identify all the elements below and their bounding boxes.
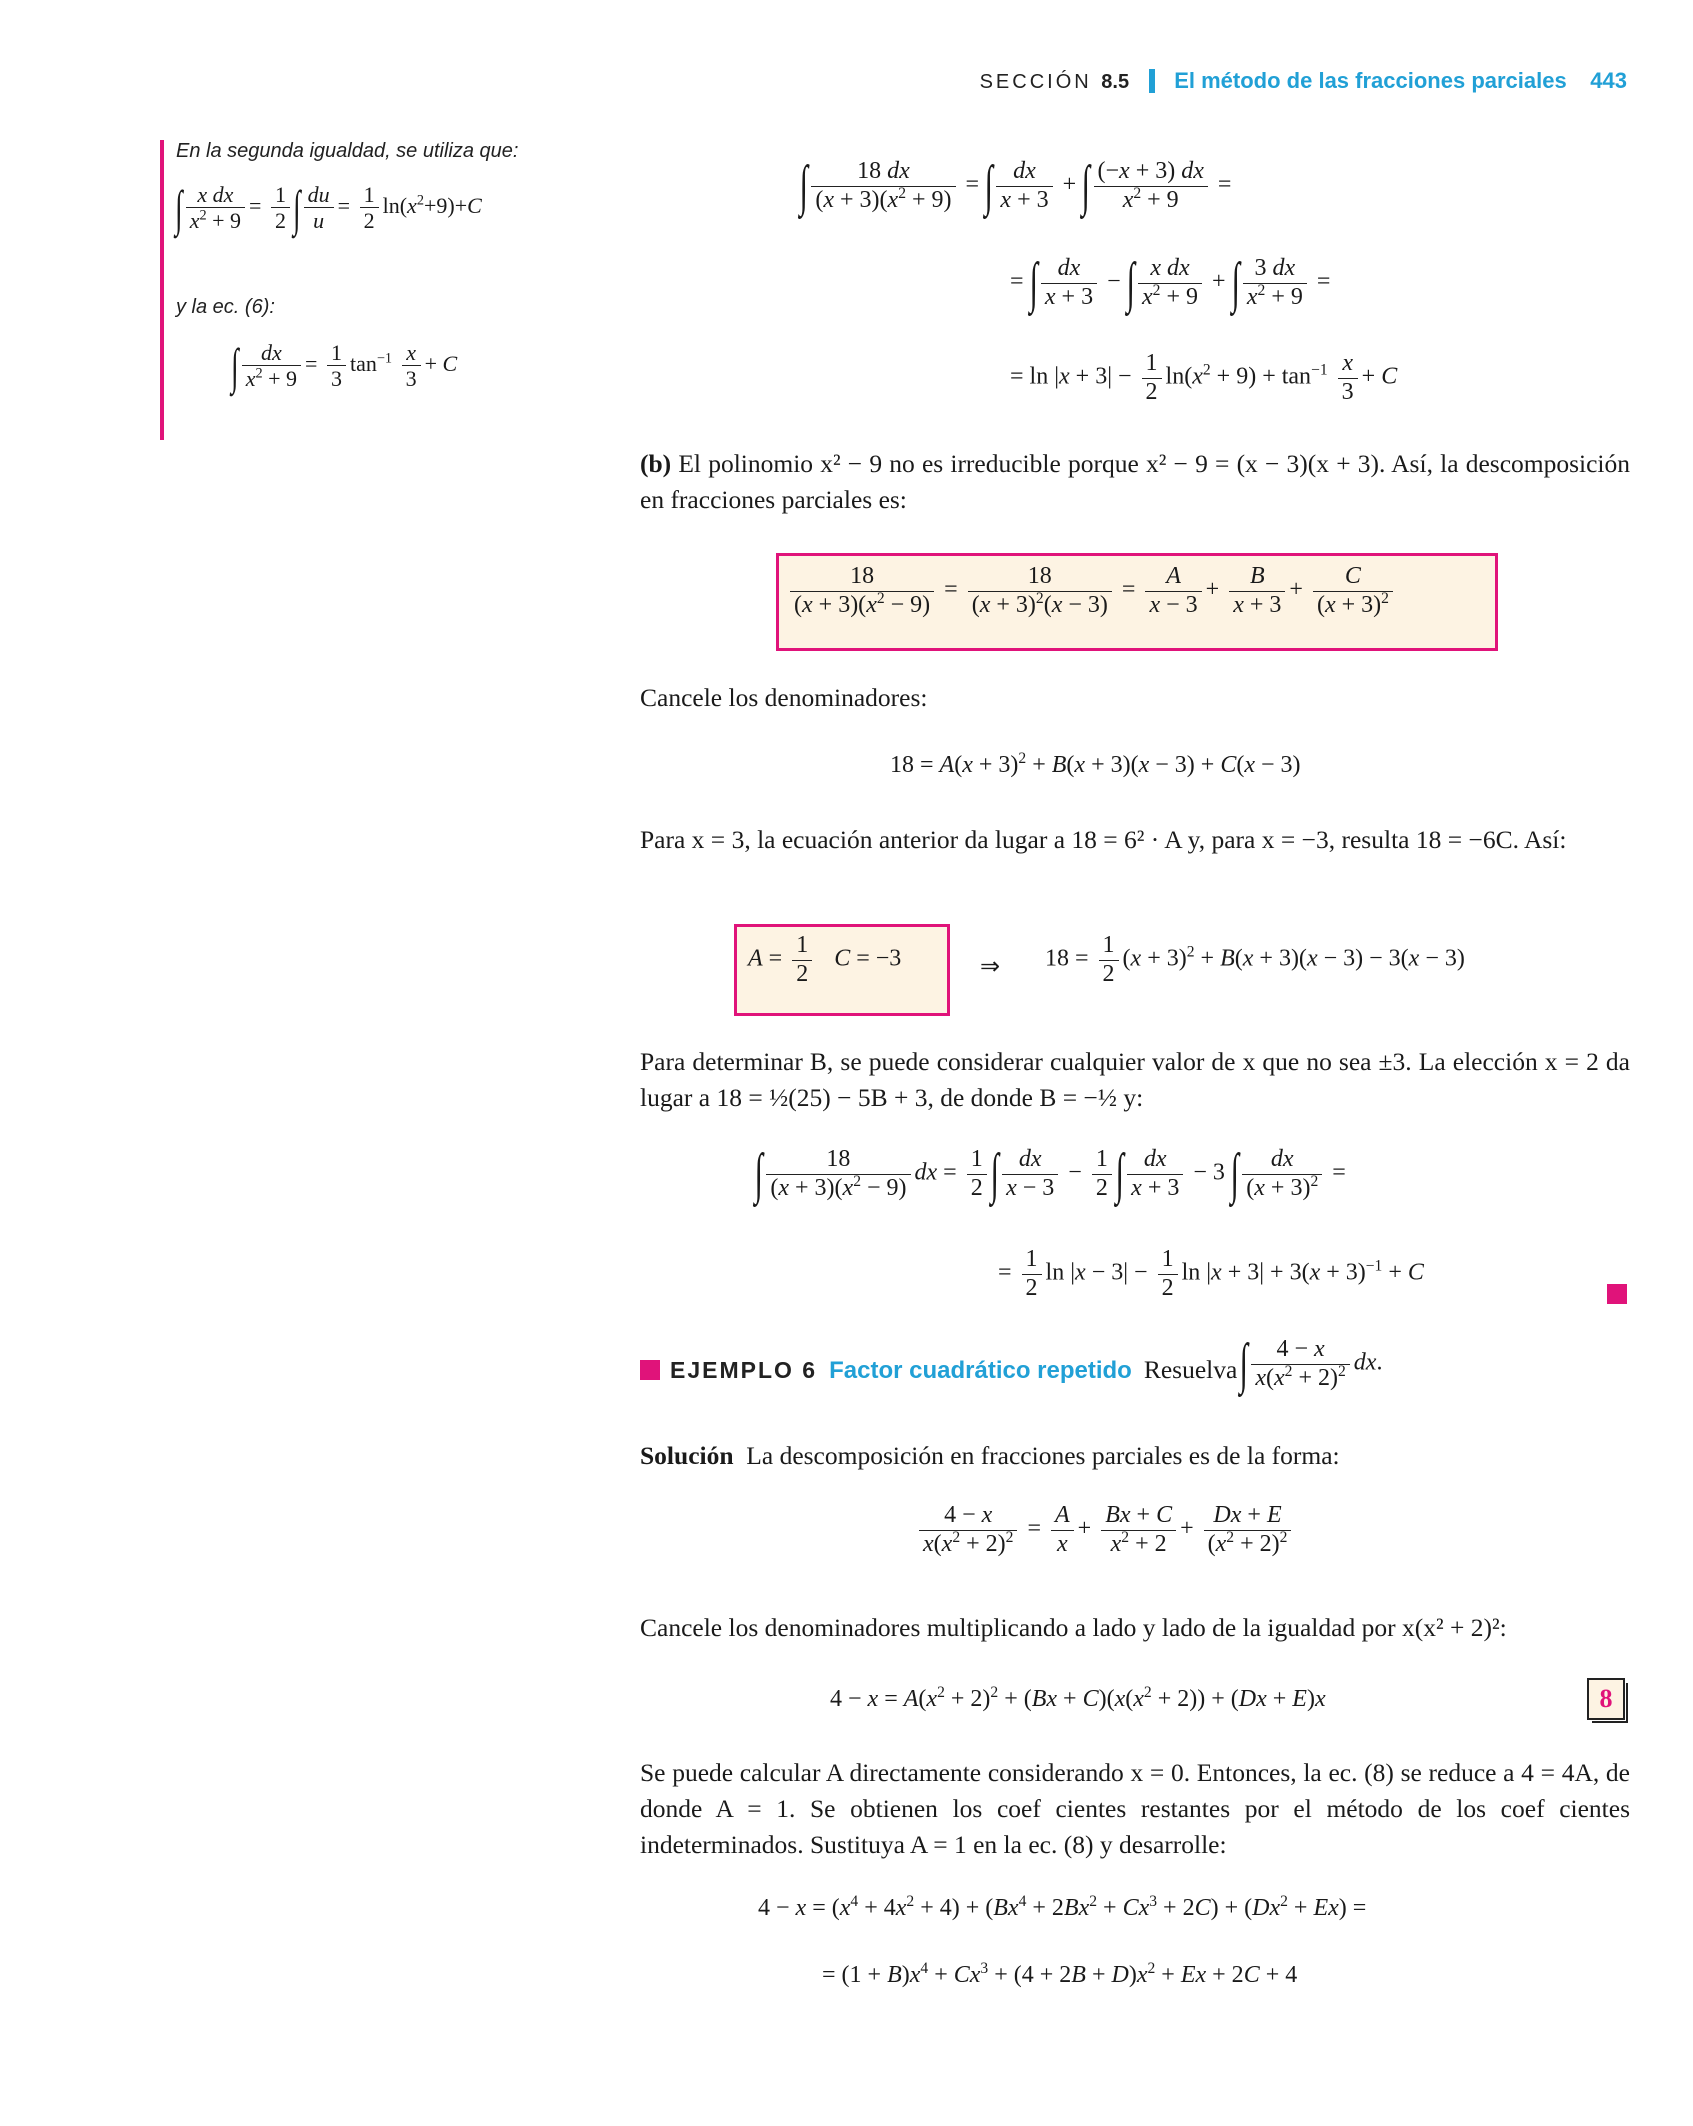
paragraph-compute-a: Se puede calcular A directamente considerando x = 0. Entonces, la ec. (8) se reduce a 4 = 4A, de donde A = 1. Se obtienen los coef cientes restantes por el método de los coef cientes indeterminados. Sustituya A = 1 en la ec. (8) y desarrolle: [640,1758,1630,1859]
equation-number-badge: 8 [1587,1678,1625,1720]
paragraph-solution [640,1438,1630,1474]
example-resuelva: Resuelva [1143,1355,1238,1384]
solution-label: Solución [640,1441,734,1470]
page-number: 443 [1590,68,1627,93]
part-b-text: El polinomio x² − 9 no es irreducible porque x² − 9 = (x − 3)(x + 3). Así, la descomposición en fracciones parciales es: [640,449,1631,514]
implies-arrow: ⇒ [980,954,1001,980]
equation-cleared: $18 = A(x + 3)^2 + B(x + 3)(x - 3) + C(x - 3)$ [890,750,1301,778]
section-title: El método de las fracciones parciales [1174,68,1567,93]
equation-a-c-values: A = $\frac{1}{2}$ C = −3 [748,932,902,987]
paragraph-para-x3: Para x = 3, la ecuación anterior da lugar a 18 = 6² · A y, para x = −3, resulta 18 = −6C. Así: [640,825,1567,854]
section-word: SECCIÓN [979,71,1092,93]
paragraph-cancel-multiply: Cancele los denominadores multiplicando a lado y lado de la igualdad por x(x² + 2)²: [640,1613,1507,1642]
example-title: Factor cuadrático repetido [829,1357,1132,1384]
equation-integral-split: ∫ $\frac{18 dx}{(x + 3)(x^2 + 9)}$ = ∫ $\frac{dx}{x + 3}$ + ∫ $\frac{(-x + 3) dx}{x^2 + 9}$ = [799,155,1232,218]
margin-note-text-2: y la ec. (6): [176,296,275,318]
equation-integral-result: = ln |x + 3| − $\frac{1}{2}$ $\ln(x^2 + 9) + \tan^{-1}$ $\frac{x}{3}$ + C [1010,350,1398,405]
end-of-example-marker [1607,1284,1627,1304]
equation-8: $4 - x = A(x^2 + 2)^2 + (Bx + C)(x(x^2 + 2)) + (Dx + E)x$ [830,1684,1326,1712]
example-heading [640,1355,1237,1385]
section-number: 8.5 [1101,71,1130,93]
equation-decomposition: $\frac{18}{(x + 3)(x^2 - 9)}$ = $\frac{18}{(x + 3)^2(x - 3)}$ = $\frac{A}{x - 3}$ + $\frac{B}{x + 3}$ + $\frac{C}{(x + 3)^2}$ [786,563,1397,619]
equation-form: $\frac{4 - x}{x(x^2 + 2)^2}$ = $\frac{A}{x}$ + $\frac{Bx + C}{x^2 + 2}$ + $\frac{Dx + E}{(x^2 + 2)^2}$ [915,1502,1295,1558]
equation-expansion: $4 - x = (x^4 + 4x^2 + 4) + (Bx^4 + 2Bx^2 + Cx^3 + 2C) + (Dx^2 + Ex)$ = [758,1893,1367,1921]
paragraph-determine-b: Para determinar B, se puede considerar cualquier valor de x que no sea ±3. La elección x = 2 da lugar a 18 = ½(25) − 5B + 3, de donde B = −½ y: [640,1047,1630,1112]
running-header [980,68,1627,94]
margin-equation-1: ∫ $\frac{\text{x dx}}{x^2 + 9}$ = $\frac{1}{2}$ ∫ $\frac{du}{u}$ = $\frac{1}{2}$ $\ln(x^2+9)+C$ [175,179,482,236]
example-integral: ∫ $\frac{4 - x}{x(x^2 + 2)^2}$ dx. [1239,1333,1383,1396]
example-marker [640,1360,660,1380]
equation-integral-split-2: = ∫ $\frac{dx}{x + 3}$ − ∫ $\frac{\text{x dx}}{x^2 + 9}$ + ∫ $\frac{3 dx}{x^2 + 9}$ = [1010,252,1331,315]
margin-equation-2: ∫ $\frac{dx}{x^2 + 9}$ = $\frac{1}{3}$ $\tan^{-1}$ $\frac{x}{3}$ + C [231,337,458,394]
margin-note-text-1: En la segunda igualdad, se utiliza que: [176,140,519,162]
header-divider [1149,69,1155,93]
equation-substituted: 18 = $\frac{1}{2}$ $(x + 3)^2 + B(x + 3)(x - 3) - 3(x - 3)$ [1045,932,1465,987]
paragraph-part-b [640,446,1630,518]
part-b-label: (b) [640,449,672,478]
solution-text: La descomposición en fracciones parciales es de la forma: [746,1441,1340,1470]
paragraph-cancel: Cancele los denominadores: [640,683,928,712]
margin-note [160,140,634,440]
equation-integral-b: ∫ $\frac{18}{(x + 3)(x^2 - 9)}$ dx = $\frac{1}{2}$ ∫ $\frac{dx}{x - 3}$ − $\frac{1}{2}$ ∫ $\frac{dx}{x + 3}$ − 3 ∫ $\frac{dx}{(x + 3)^2}$ = [754,1143,1346,1206]
example-label: EJEMPLO 6 [670,1357,818,1383]
equation-collected: = $(1 + B)x^4 + Cx^3 + (4 + 2B + D)x^2 + Ex + 2C + 4$ [822,1960,1298,1988]
equation-integral-b-result: = $\frac{1}{2}$ ln |x − 3| − $\frac{1}{2}$ $\ln |x + 3| + 3(x + 3)^{-1} + C$ [998,1246,1424,1301]
